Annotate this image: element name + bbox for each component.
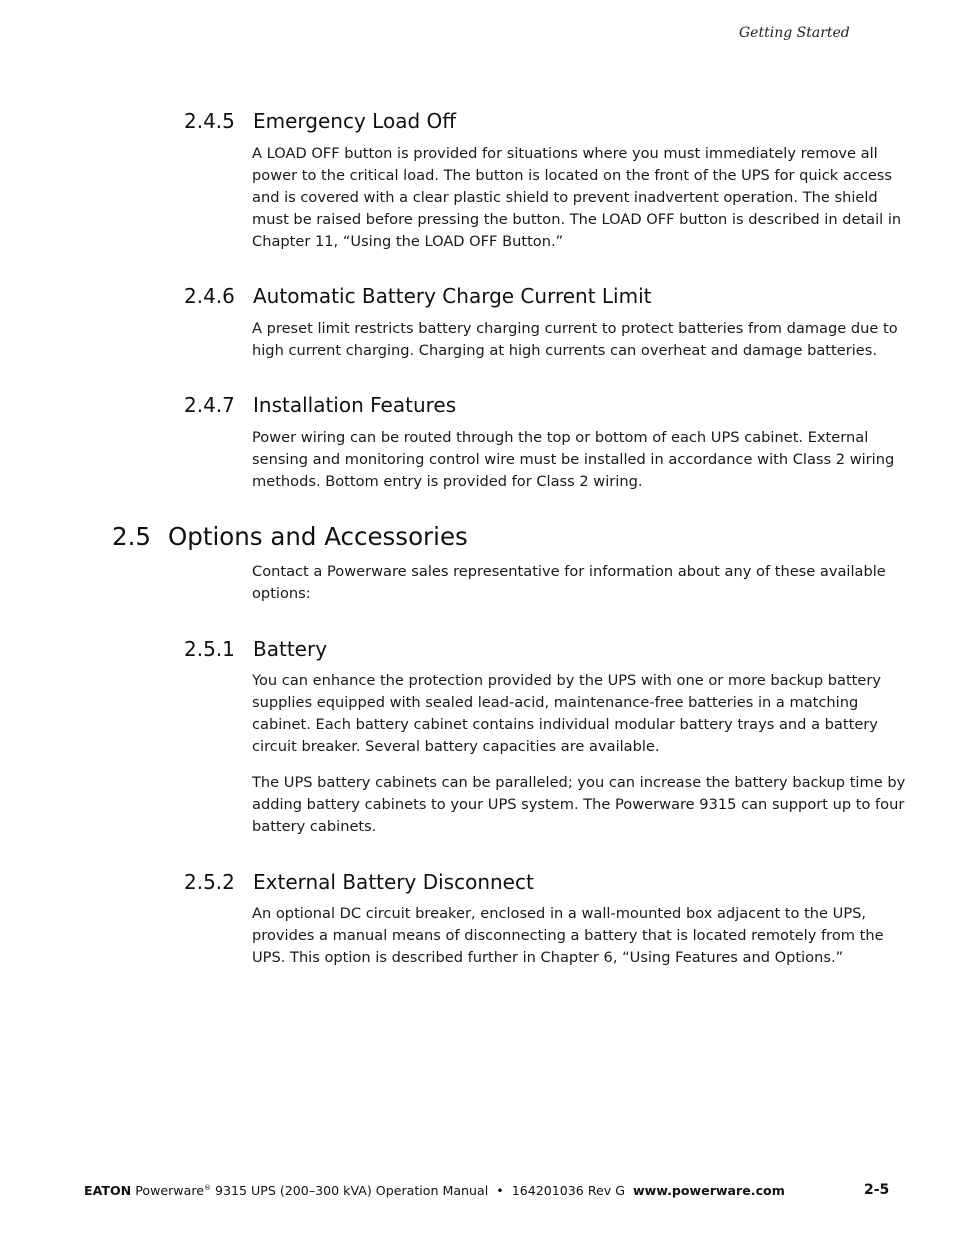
section-number: 2.5 — [112, 522, 151, 551]
section-title: Battery — [253, 637, 328, 661]
paragraph: You can enhance the protection provided by the UPS with one or more backup battery supplies equipped with sealed lead-acid, maintenance-free batteries in a matching cabinet. Each battery cabinet contains individual modular battery trays and a battery circuit breaker. Several battery capacities are available. — [252, 672, 882, 755]
section-heading-2-5-1 — [184, 636, 327, 662]
section-heading-2-4-5 — [184, 108, 456, 134]
section-title: Automatic Battery Charge Current Limit — [253, 284, 652, 308]
footer-product: Powerware — [135, 1183, 204, 1198]
footer-registered-mark: ® — [203, 1183, 211, 1192]
section-title: Options and Accessories — [168, 522, 468, 551]
section-number: 2.5.1 — [184, 637, 235, 661]
section-heading-2-5-2 — [184, 869, 534, 895]
footer-manual-title: 9315 UPS (200–300 kVA) Operation Manual — [215, 1183, 489, 1198]
section-heading-2-5 — [112, 522, 468, 552]
paragraph: An optional DC circuit breaker, enclosed in a wall-mounted box adjacent to the UPS, provides a manual means of disconnecting a battery that is located remotely from the UPS. This option is described further in Chapter 6, “Using Features and Options.” — [252, 905, 884, 966]
section-number: 2.5.2 — [184, 870, 235, 894]
page-footer — [84, 1183, 785, 1198]
section-title: External Battery Disconnect — [253, 870, 534, 894]
section-heading-2-4-7 — [184, 392, 456, 418]
section-number: 2.4.7 — [184, 393, 235, 417]
footer-doc-number: 164201036 Rev G — [511, 1183, 625, 1198]
footer-brand: EATON — [84, 1183, 132, 1198]
paragraph: The UPS battery cabinets can be paralleled; you can increase the battery backup time by adding battery cabinets to your UPS system. The Powerware 9315 can support up to four battery cabinets. — [252, 774, 906, 835]
paragraph: A preset limit restricts battery charging current to protect batteries from damage due to high current charging. Charging at high currents can overheat and damage batteries. — [252, 320, 898, 359]
section-number: 2.4.5 — [184, 109, 235, 133]
paragraph: A LOAD OFF button is provided for situations where you must immediately remove all power to the critical load. The button is located on the front of the UPS for quick access and is covered with a clear plastic shield to prevent inadvertent operation. The shield must be raised before pressing the button. The LOAD OFF button is described in detail in Chapter 11, “Using the LOAD OFF Button.” — [252, 145, 902, 250]
paragraph: Contact a Powerware sales representative for information about any of these available options: — [252, 563, 886, 602]
section-title: Emergency Load Off — [253, 109, 457, 133]
paragraph: Power wiring can be routed through the top or bottom of each UPS cabinet. External sensing and monitoring control wire must be installed in accordance with Class 2 wiring methods. Bottom entry is provided for Class 2 wiring. — [252, 429, 895, 490]
footer-bullet: • — [496, 1183, 504, 1198]
page-number: 2-5 — [864, 1182, 890, 1198]
section-heading-2-4-6 — [184, 283, 652, 309]
running-header: Getting Started — [739, 25, 850, 41]
section-title: Installation Features — [253, 393, 457, 417]
footer-website: www.powerware.com — [632, 1183, 785, 1198]
section-number: 2.4.6 — [184, 284, 235, 308]
